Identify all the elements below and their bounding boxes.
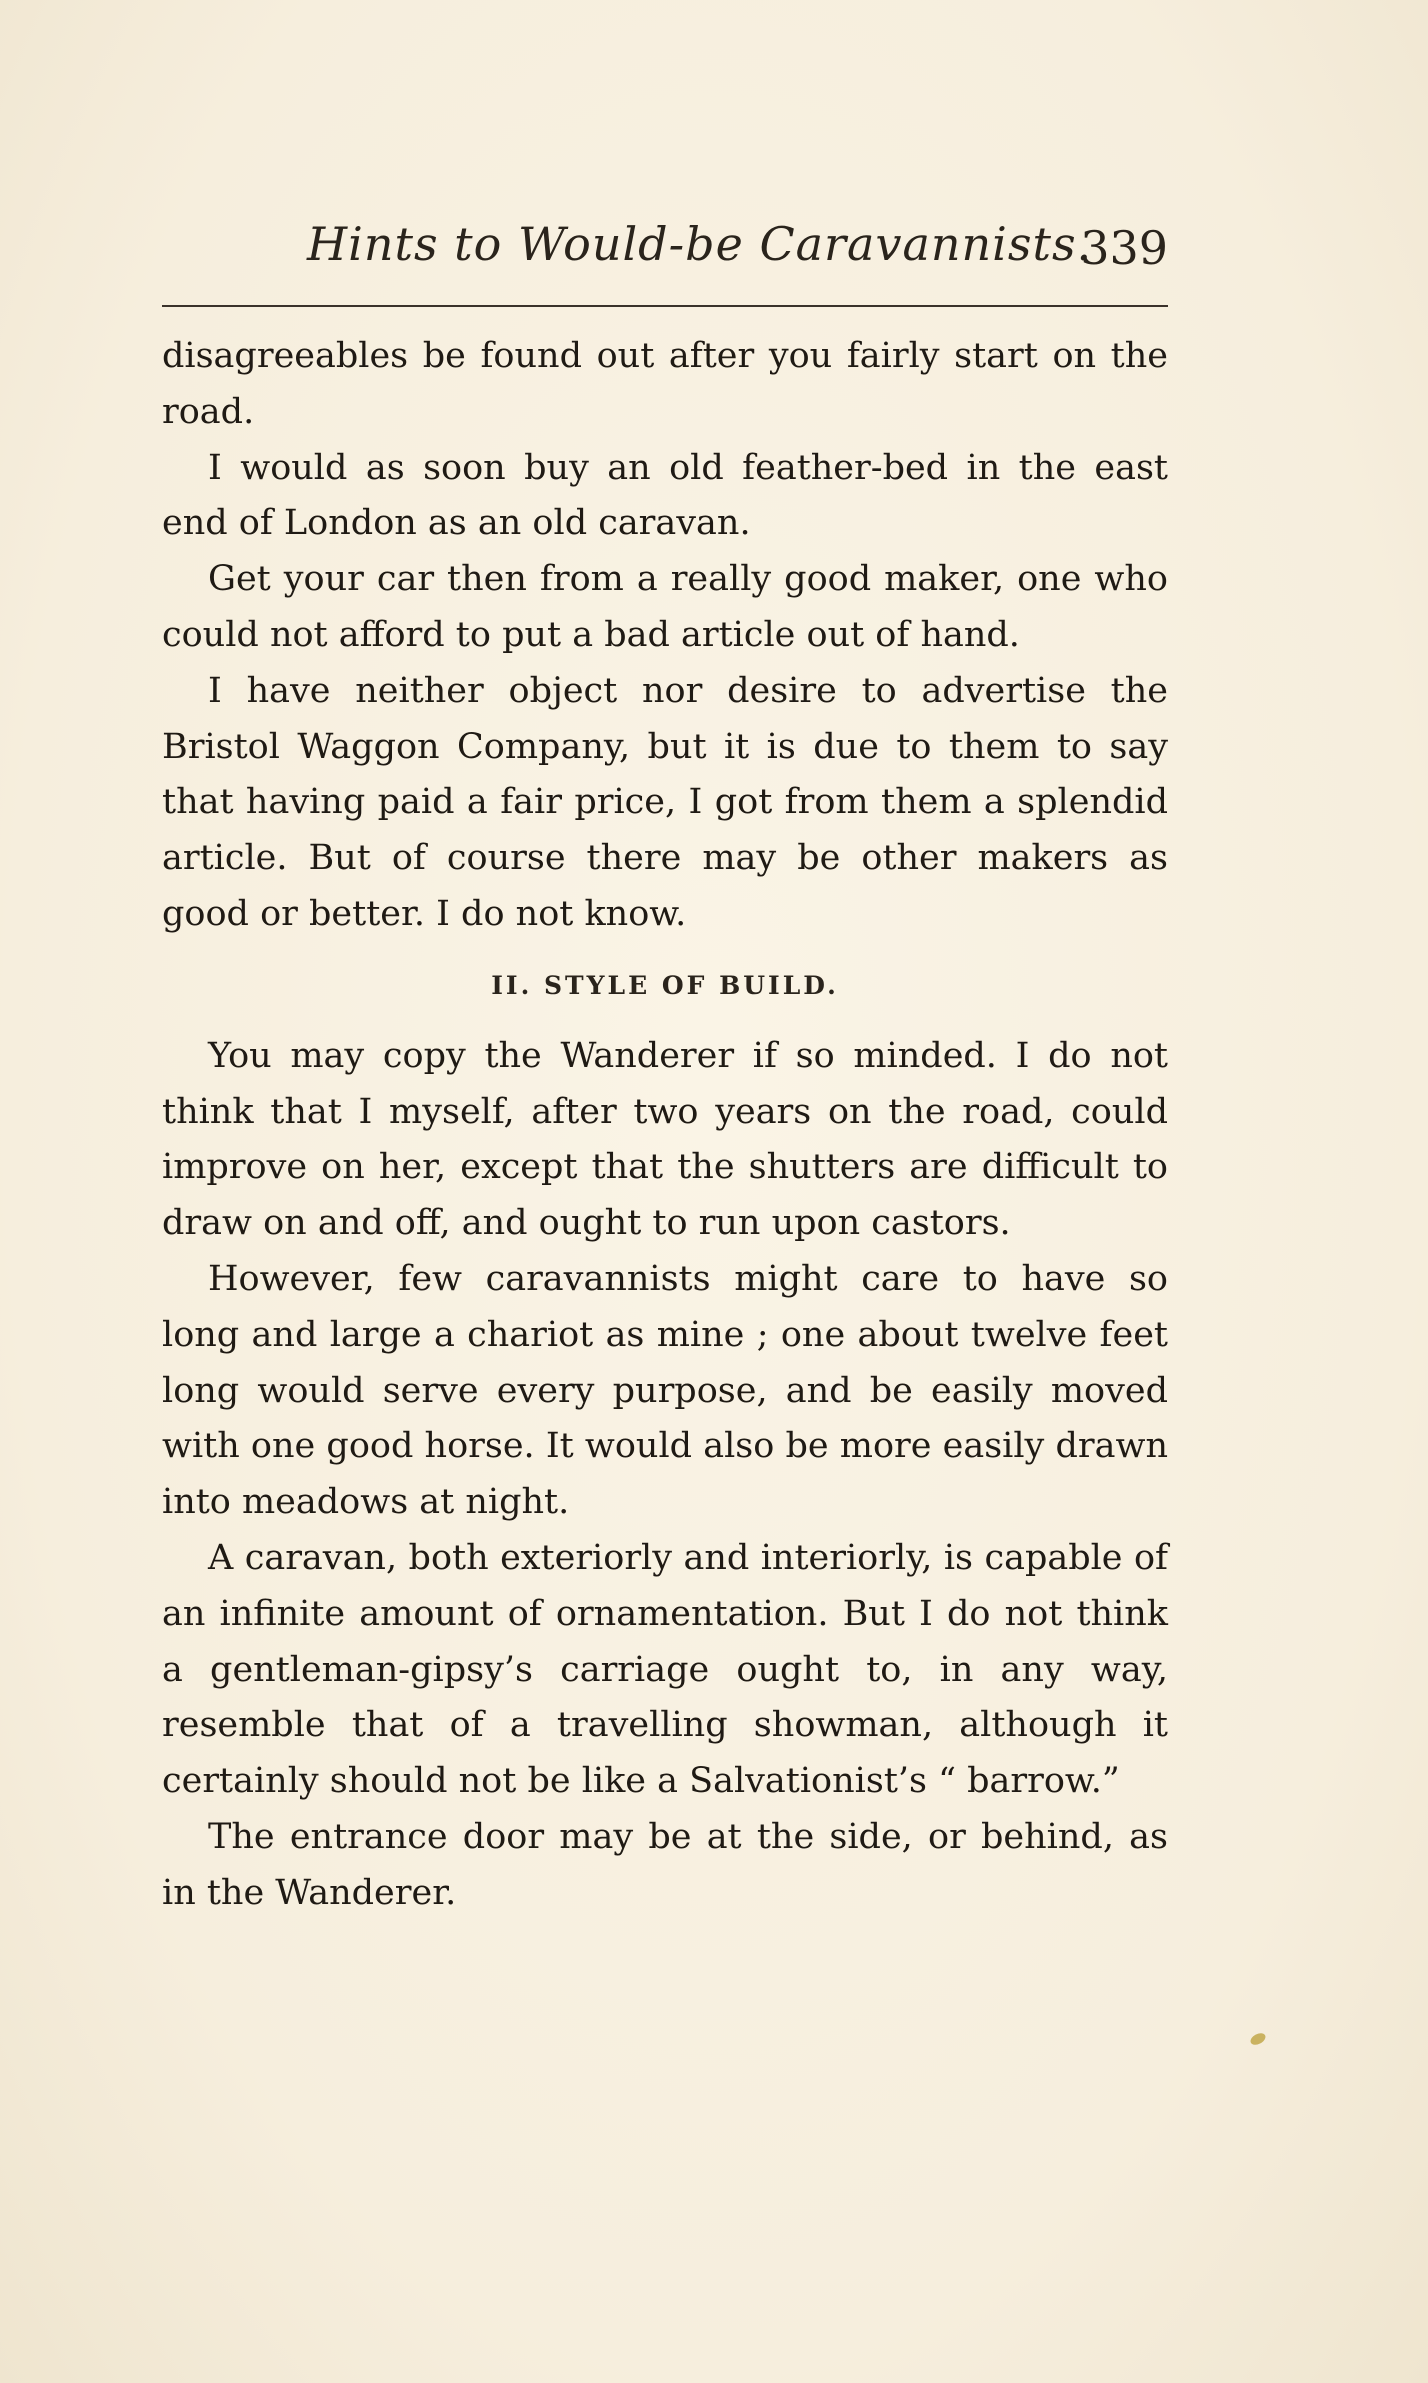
paragraph: The entrance door may be at the side, or behind, as in the Wanderer. — [162, 1816, 1168, 1913]
body-text — [162, 329, 1168, 1922]
paragraph: You may copy the Wanderer if so minded. I do not think that I myself, after two years on the road, could improve on her, except that the shutters are difficult to draw on and off, and ought to run upon castors. — [162, 1035, 1168, 1244]
paragraph: However, few caravannists might care to have so long and large a chariot as mine ; one about twelve feet long would serve every purpose, and be easily moved with one good horse. It would also be more easily drawn into meadows at night. — [162, 1258, 1168, 1523]
page-number: 339 — [1080, 221, 1168, 275]
section-heading: II. STYLE OF BUILD. — [491, 970, 839, 1000]
header-rule — [162, 305, 1168, 307]
running-title: Hints to Would-be Caravannists. — [307, 217, 1093, 271]
paragraph: A caravan, both exteriorly and interiorly, is capable of an infinite amount of ornamentation. But I do not think a gentleman-gipsy’s carriage ought to, in any way, resemble that of a travelling showman, although it certainly should not be like a Salvationist’s “ barrow.” — [162, 1537, 1168, 1802]
paragraph: disagreeables be found out after you fairly start on the road. — [162, 336, 1168, 432]
paragraph: Get your car then from a really good maker, one who could not afford to put a bad article out of hand. — [162, 559, 1168, 655]
paragraph: I would as soon buy an old feather-bed in the east end of London as an old caravan. — [162, 447, 1168, 544]
page-header — [162, 214, 1168, 284]
paragraph: I have neither object nor desire to advertise the Bristol Waggon Company, but it is due to them to say that having paid a fair price, I got from them a splendid article. But of course there may be other makers as good or better. I do not know. — [162, 670, 1168, 934]
paper-speck — [1249, 2031, 1268, 2047]
